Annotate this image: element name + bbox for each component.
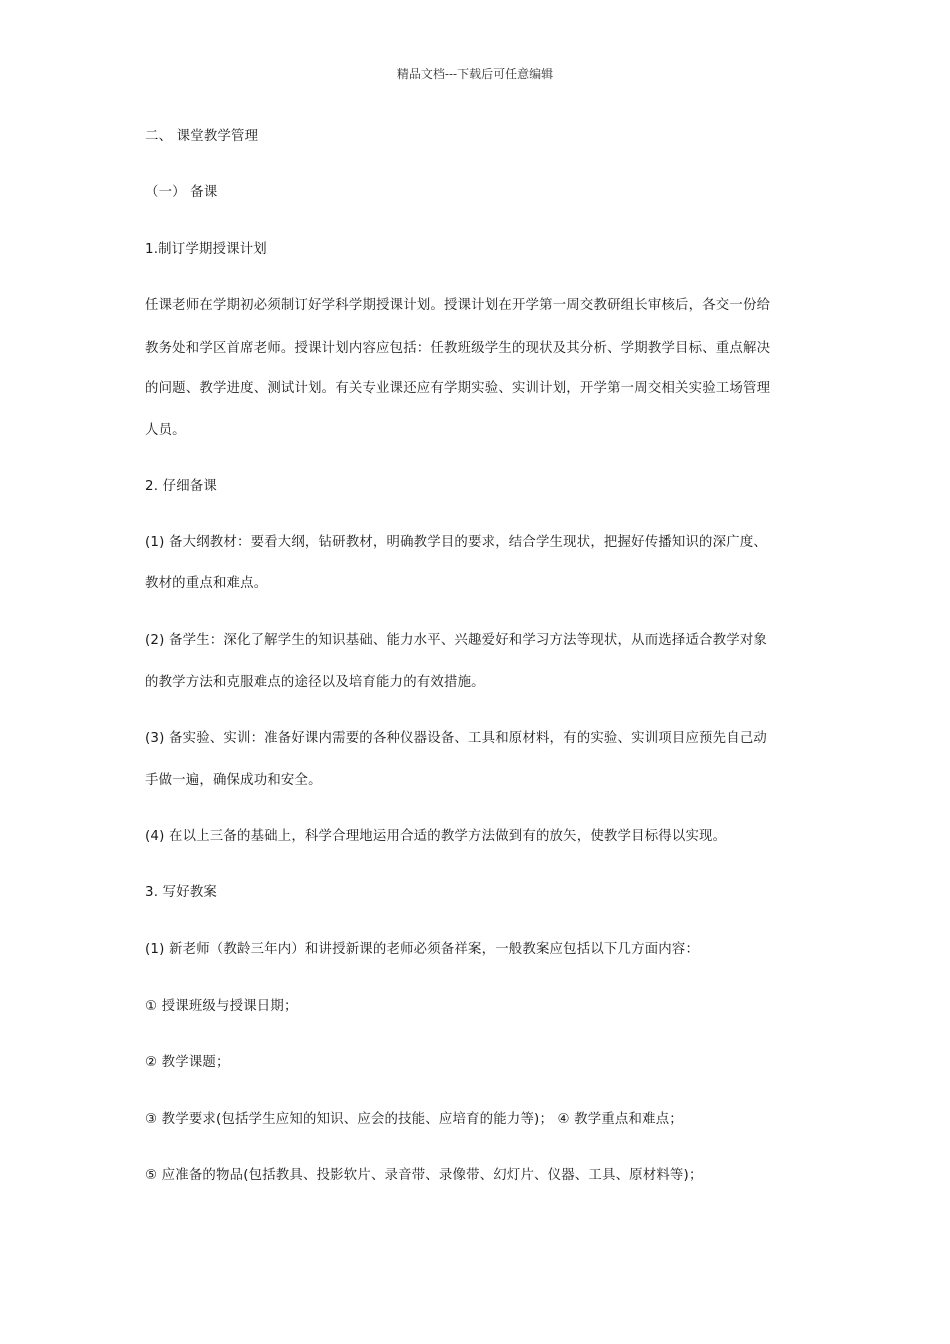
paragraph-line: (1) 新老师（教龄三年内）和讲授新课的老师必须备祥案，一般教案应包括以下几方面内容：	[145, 942, 700, 957]
paragraph-line: 的教学方法和克服难点的途径以及培育能力的有效措施。	[145, 675, 485, 690]
item-heading-prepare: 2. 仔细备课	[145, 479, 217, 494]
item-heading-lesson-plan: 3. 写好教案	[145, 885, 217, 900]
paragraph-line: (1) 备大纲教材：要看大纲，钻研教材，明确教学目的要求，结合学生现状，把握好传播知识的深广度、	[145, 535, 768, 550]
item-heading-plan: 1.制订学期授课计划	[145, 242, 267, 257]
paragraph-line: (4) 在以上三备的基础上，科学合理地运用合适的教学方法做到有的放矢，使教学目标得以实现。	[145, 829, 727, 844]
paragraph-line: 教材的重点和难点。	[145, 576, 268, 591]
subsection-heading: （一） 备课	[145, 185, 218, 200]
paragraph-line: 人员。	[145, 423, 186, 438]
section-heading: 二、 课堂教学管理	[145, 129, 259, 144]
paragraph-line: 教务处和学区首席老师。授课计划内容应包括：任教班级学生的现状及其分析、学期教学目标、重点解决	[145, 341, 771, 356]
paragraph-line: 手做一遍，确保成功和安全。	[145, 773, 322, 788]
paragraph-line: (3) 备实验、实训：准备好课内需要的各种仪器设备、工具和原材料，有的实验、实训项目应预先自己动	[145, 731, 768, 746]
paragraph-line: 任课老师在学期初必须制订好学科学期授课计划。授课计划在开学第一周交教研组长审核后，各交一份给	[145, 298, 771, 313]
list-item: ① 授课班级与授课日期；	[145, 999, 298, 1014]
page-header-banner: 精品文档---下载后可任意编辑	[396, 67, 554, 81]
list-item: ⑤ 应准备的物品(包括教具、投影软片、录音带、录像带、幻灯片、仪器、工具、原材料等)；	[145, 1168, 703, 1183]
list-item: ② 教学课题；	[145, 1055, 230, 1070]
paragraph-line: 的问题、教学进度、测试计划。有关专业课还应有学期实验、实训计划，开学第一周交相关实验工场管理	[145, 381, 771, 396]
list-item: ③ 教学要求(包括学生应知的知识、应会的技能、应培育的能力等)； ④ 教学重点和难点；	[145, 1112, 683, 1127]
paragraph-line: (2) 备学生：深化了解学生的知识基础、能力水平、兴趣爱好和学习方法等现状，从而选择适合教学对象	[145, 633, 768, 648]
